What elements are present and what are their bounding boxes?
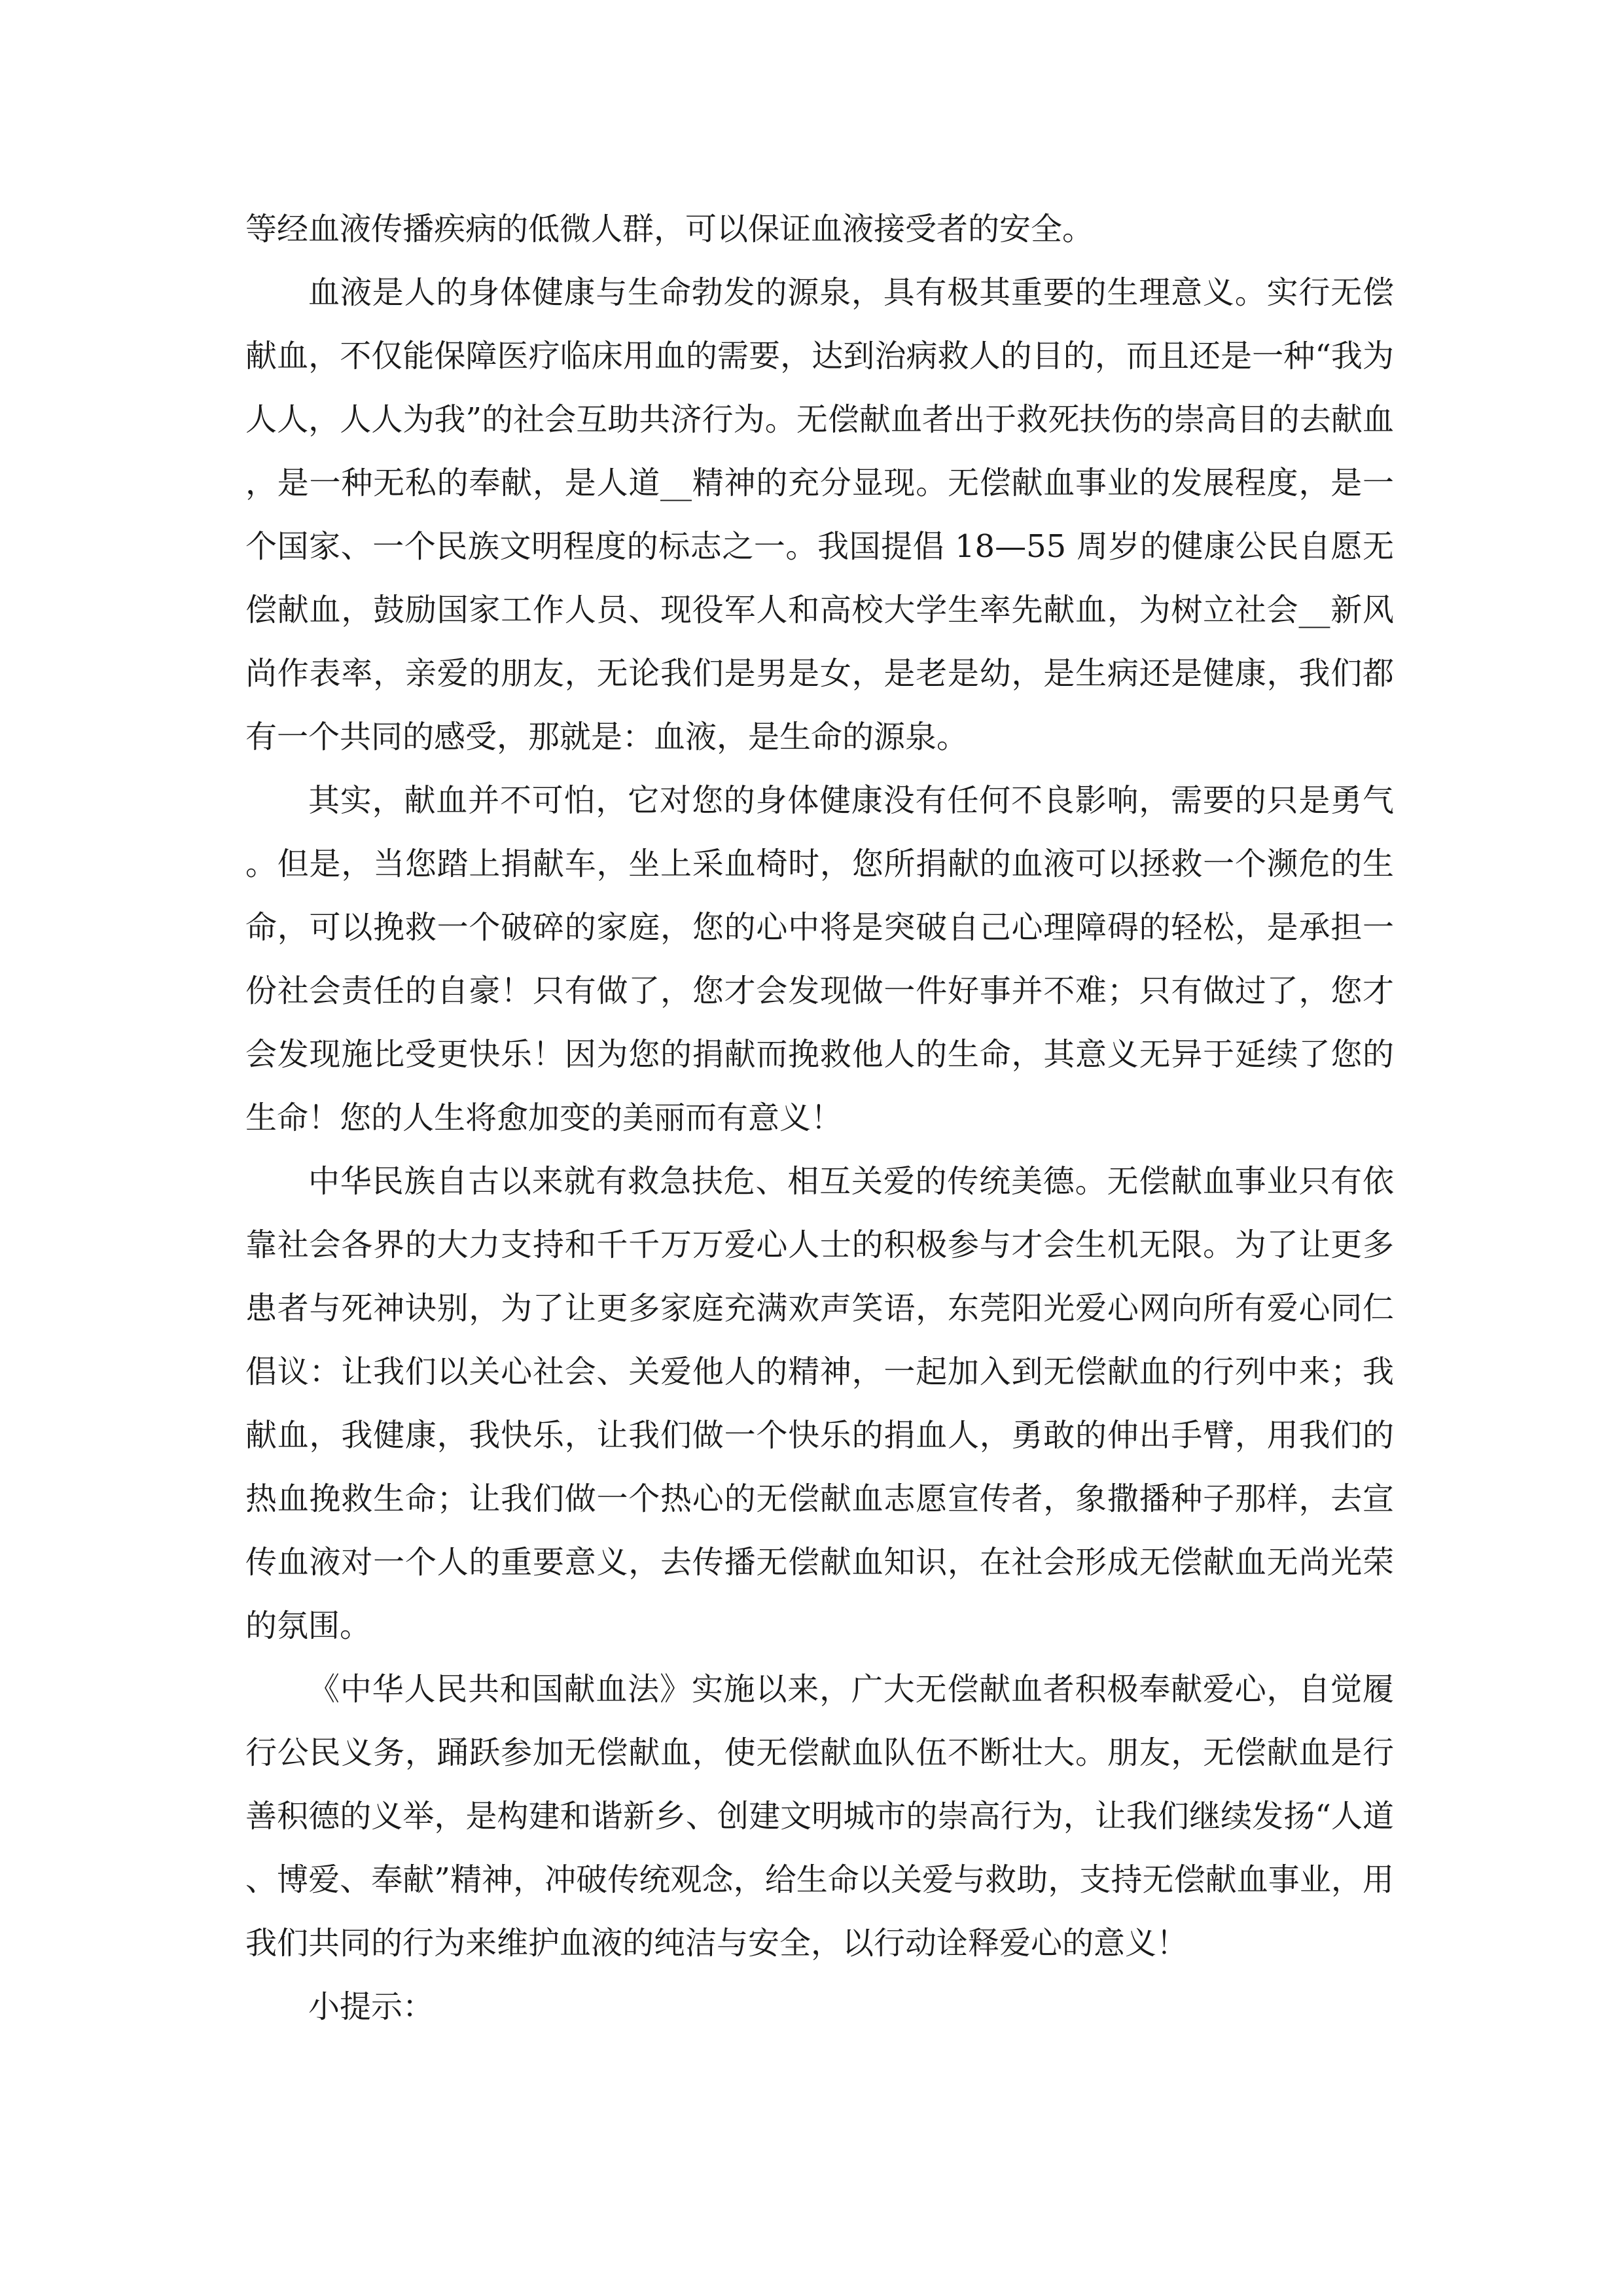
paragraph-blood-donation-law: 《中华人民共和国献血法》实施以来，广大无偿献血者积极奉献爱心，自觉履行公民义务，踊跃参加无偿献血，使无偿献血队伍不断壮大。朋友，无偿献血是行善积德的义举，是构建和谐新乡、创建文明城市的崇高行为，让我们继续发扬“人道、博爱、奉献”精神，冲破传统观念，给生命以关爱与救助，支持无偿献血事业，用我们共同的行为来维护血液的纯洁与安全，以行动诠释爱心的意义！ (245, 1671, 1394, 1962)
paragraph-tip-heading: 小提示： (308, 1988, 435, 2025)
paragraph-continuation: 等经血液传播疾病的低微人群，可以保证血液接受者的安全。 (245, 211, 1094, 247)
document-body (245, 198, 1394, 2039)
paragraph-courage: 其实，献血并不可怕，它对您的身体健康没有任何不良影响，需要的只是勇气。但是，当您踏上捐献车，坐上采血椅时，您所捐献的血液可以拯救一个濒危的生命，可以挽救一个破碎的家庭，您的心中将是突破自己心理障碍的轻松，是承担一份社会责任的自豪！只有做了，您才会发现做一件好事并不难；只有做过了，您才会发现施比受更快乐！因为您的捐献而挽救他人的生命，其意义无异于延续了您的生命！您的人生将愈加变的美丽而有意义！ (245, 782, 1394, 1136)
paragraph-initiative: 中华民族自古以来就有救急扶危、相互关爱的传统美德。无偿献血事业只有依靠社会各界的大力支持和千千万万爱心人士的积极参与才会生机无限。为了让更多患者与死神诀别，为了让更多家庭充满欢声笑语，东莞阳光爱心网向所有爱心同仁倡议：让我们以关心社会、关爱他人的精神，一起加入到无偿献血的行列中来；我献血，我健康，我快乐，让我们做一个快乐的捐血人，勇敢的伸出手臂，用我们的热血挽救生命；让我们做一个热心的无偿献血志愿宣传者，象撒播种子那样，去宣传血液对一个人的重要意义，去传播无偿献血知识，在社会形成无偿献血无尚光荣的氛围。 (245, 1163, 1394, 1644)
paragraph-blood-significance: 血液是人的身体健康与生命勃发的源泉，具有极其重要的生理意义。实行无偿献血，不仅能保障医疗临床用血的需要，达到治病救人的目的，而且还是一种“我为人人，人人为我”的社会互助共济行为。无偿献血者出于救死扶伤的崇高目的去献血，是一种无私的奉献，是人道__精神的充分显现。无偿献血事业的发展程度，是一个国家、一个民族文明程度的标志之一。我国提倡 18—55 周岁的健康公民自愿无偿献血，鼓励国家工作人员、现役军人和高校大学生率先献血，为树立社会__新风尚作表率，亲爱的朋友，无论我们是男是女，是老是幼，是生病还是健康，我们都有一个共同的感受，那就是：血液，是生命的源泉。 (245, 274, 1394, 755)
